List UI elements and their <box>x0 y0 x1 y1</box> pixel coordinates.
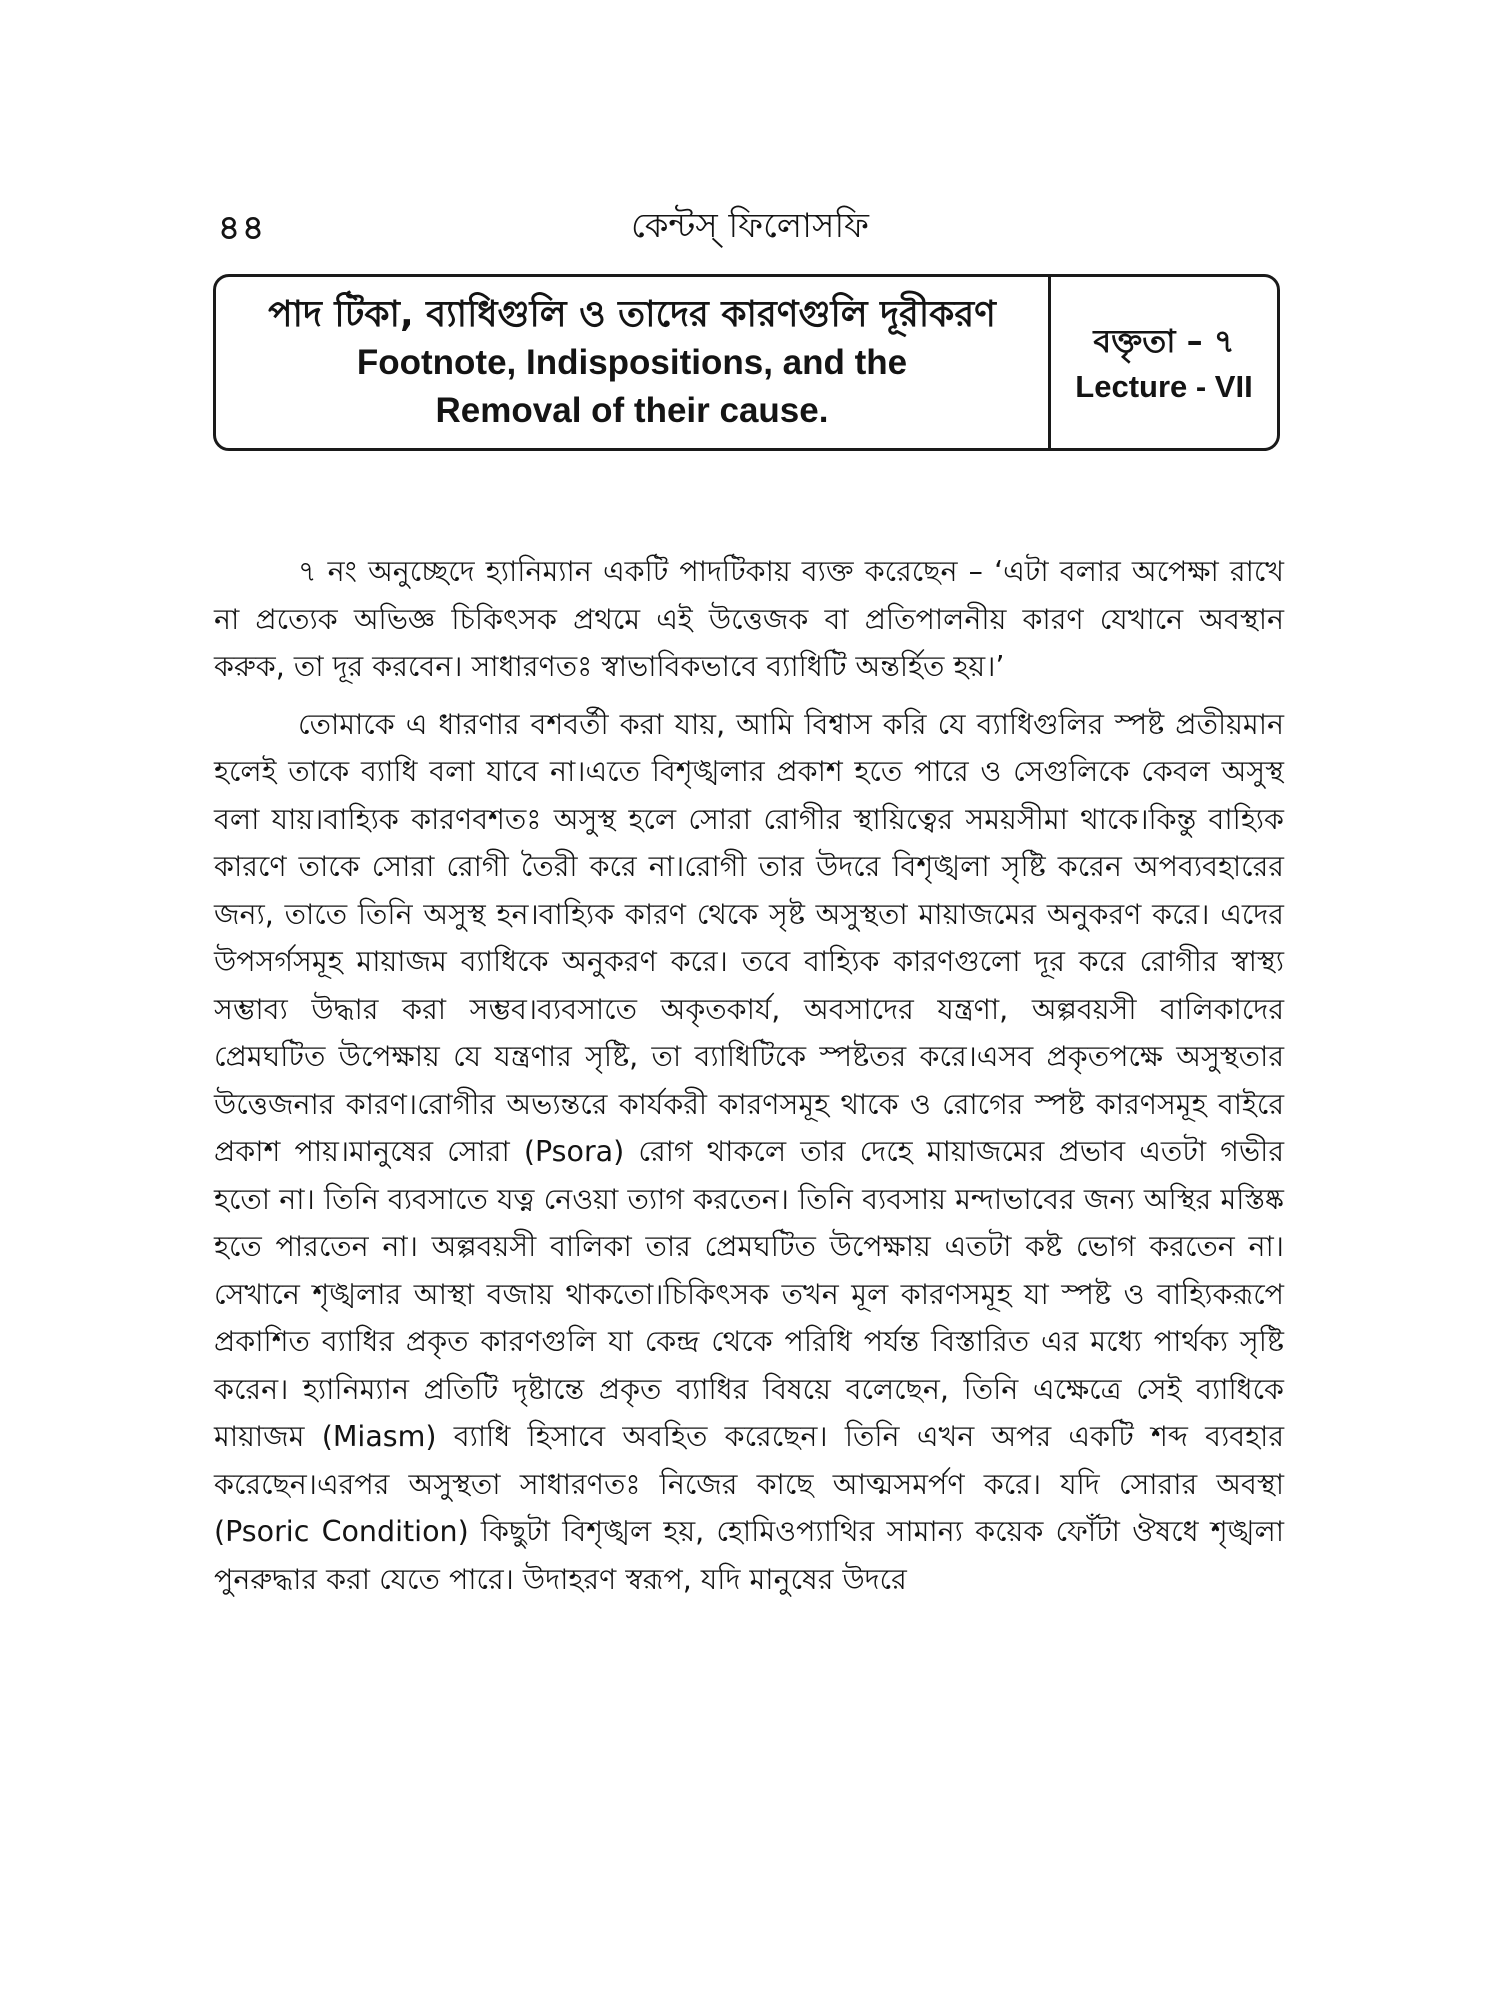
lecture-number-cell <box>1051 277 1277 448</box>
body-text <box>214 548 1284 1613</box>
chapter-title-english: Footnote, Indispositions, and the Removal of their cause. <box>356 342 908 430</box>
chapter-title-cell <box>216 277 1051 448</box>
page-number: ৪৪ <box>218 208 267 248</box>
paragraph: ৭ নং অনুচ্ছেদে হ্যানিম্যান একটি পাদটিকায় ব্যক্ত করেছেন – ‘এটা বলার অপেক্ষা রাখে না প্রত্যেক অভিজ্ঞ চিকিৎসক প্রথমে এই উত্তেজক বা প্রতিপালনীয় কারণ যেখানে অবস্থান করুক, তা দূর করবেন। সাধারণতঃ স্বাভাবিকভাবে ব্যাধিটি অন্তর্হিত হয়।’ <box>214 555 1284 683</box>
chapter-title-bengali: পাদ টিকা, ব্যাধিগুলি ও তাদের কারণগুলি দূরীকরণ <box>268 293 996 335</box>
lecture-number-bengali: বক্তৃতা – ৭ <box>1093 321 1235 360</box>
chapter-header-box <box>213 274 1280 451</box>
paragraph: তোমাকে এ ধারণার বশবর্তী করা যায়, আমি বিশ্বাস করি যে ব্যাধিগুলির স্পষ্ট প্রতীয়মান হলেই তাকে ব্যাধি বলা যাবে না।এতে বিশৃঙ্খলার প্রকাশ হতে পারে ও সেগুলিকে কেবল অসুস্থ বলা যায়।বাহ্যিক কারণবশতঃ অসুস্থ হলে সোরা রোগীর স্থায়িত্বের সময়সীমা থাকে।কিন্তু বাহ্যিক কারণে তাকে সোরা রোগী তৈরী করে না।রোগী তার উদরে বিশৃঙ্খলা সৃষ্টি করেন অপব্যবহারের জন্য, তাতে তিনি অসুস্থ হন।বাহ্যিক কারণ থেকে সৃষ্ট অসুস্থতা মায়াজমের অনুকরণ করে। এদের উপসর্গসমূহ মায়াজম ব্যাধিকে অনুকরণ করে। তবে বাহ্যিক কারণগুলো দূর করে রোগীর স্বাস্থ্য সম্ভাব্য উদ্ধার করা সম্ভব।ব্যবসাতে অকৃতকার্য, অবসাদের যন্ত্রণা, অল্পবয়সী বালিকাদের প্রেমঘটিত উপেক্ষায় যে যন্ত্রণার সৃষ্টি, তা ব্যাধিটিকে স্পষ্টতর করে।এসব প্রকৃতপক্ষে অসুস্থতার উত্তেজনার কারণ।রোগীর অভ্যন্তরে কার্যকরী কারণসমূহ থাকে ও রোগের স্পষ্ট কারণসমূহ বাইরে প্রকাশ পায়।মানুষের সোরা (Psora) রোগ থাকলে তার দেহে মায়াজমের প্রভাব এতটা গভীর হতো না। তিনি ব্যবসাতে যত্ন নেওয়া ত্যাগ করতেন। তিনি ব্যবসায় মন্দাভাবের জন্য অস্থির মস্তিষ্ক হতে পারতেন না। অল্পবয়সী বালিকা তার প্রেমঘটিত উপেক্ষায় এতটা কষ্ট ভোগ করতেন না।সেখানে শৃঙ্খলার আস্থা বজায় থাকতো।চিকিৎসক তখন মূল কারণসমূহ যা স্পষ্ট ও বাহ্যিকরূপে প্রকাশিত ব্যাধির প্রকৃত কারণগুলি যা কেন্দ্র থেকে পরিধি পর্যন্ত বিস্তারিত এর মধ্যে পার্থক্য সৃষ্টি করেন। হ্যানিম্যান প্রতিটি দৃষ্টান্তে প্রকৃত ব্যাধির বিষয়ে বলেছেন, তিনি এক্ষেত্রে সেই ব্যাধিকে মায়াজম (Miasm) ব্যাধি হিসাবে অবহিত করেছেন। তিনি এখন অপর একটি শব্দ ব্যবহার করেছেন।এরপর অসুস্থতা সাধারণতঃ নিজের কাছে আত্মসমর্পণ করে। যদি সোরার অবস্থা (Psoric Condition) কিছুটা বিশৃঙ্খল হয়, হোমিওপ্যাথির সামান্য কয়েক ফোঁটা ঔষধে শৃঙ্খলা পুনরুদ্ধার করা যেতে পারে। উদাহরণ স্বরূপ, যদি মানুষের উদরে <box>214 707 1284 1596</box>
lecture-number-english: Lecture - VII <box>1075 368 1253 404</box>
running-head: কেন্টস্ ফিলোসফি <box>630 206 870 246</box>
